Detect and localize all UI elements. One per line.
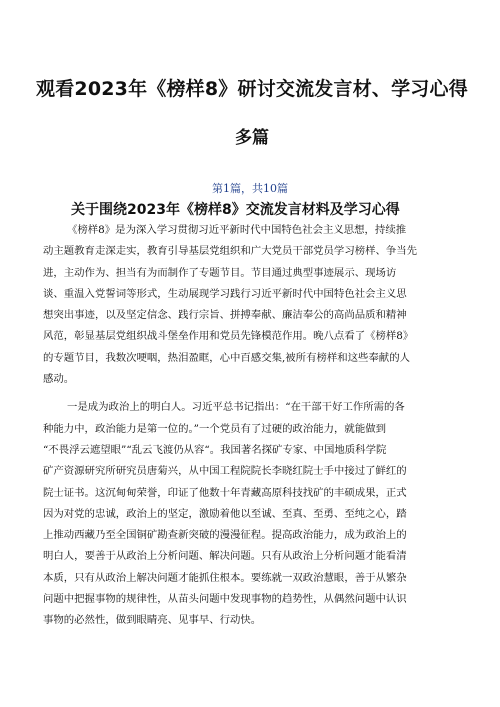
text-line: “不畏浮云遮望眼”“乱云飞渡仍从容“。我国著名探矿专家、中国地质科学院 bbox=[43, 443, 387, 456]
text-line: 一是成为政治上的明白人。习近平总书记指出：“在干部干好工作所需的各 bbox=[67, 401, 405, 414]
text-line: 想突出事迹，以及坚定信念、践行宗旨、拼搏奉献、廉洁奉公的高尚品质和精神 bbox=[43, 309, 407, 322]
article-body bbox=[43, 220, 463, 632]
text-line: 的专题节目，我数次哽咽，热泪盈眶，心中百感交集,被所有榜样和这些奉献的人 bbox=[43, 351, 410, 364]
text-line: 院士证书。这沉甸甸荣誉，印证了他数十年青藏高原科技找矿的丰硕成果，正式 bbox=[43, 486, 407, 499]
text-line: 谈、重温入党誓词等形式，生动展现学习践行习近平新时代中国特色社会主义思 bbox=[43, 287, 407, 300]
text-line: 明白人，要善于从政治上分析问题、解决问题。只有从政治上分析问题才能看清 bbox=[43, 550, 407, 563]
text-line: 上推动西藏乃至全国铜矿勘查新突破的漫漫征程。提高政治能力，成为政治上的 bbox=[43, 529, 407, 542]
text-line: 《榜样8》是为深入学习贯彻习近平新时代中国特色社会主义思想，持续推 bbox=[67, 224, 407, 236]
text-line: 因为对党的忠诚，政治上的坚定，激励着他以至诚、至真、至勇、至纯之心，踏 bbox=[43, 507, 407, 520]
text-line: 进，主动作为、担当有为而制作了专题节目。节目通过典型事迹展示、现场访 bbox=[43, 266, 397, 279]
article-subtitle: 关于围绕2023年《榜样8》交流发言材料及学习心得 bbox=[71, 202, 400, 218]
text-line: 种能力中，政治能力是第一位的。”一个党员有了过硬的政治能力，就能做到 bbox=[43, 422, 386, 435]
text-line: 问题中把握事物的规律性，从苗头问题中发现事物的趋势性，从偶然问题中认识 bbox=[43, 593, 407, 606]
document-title-continued: 多篇 bbox=[235, 128, 269, 148]
document-title: 观看2023年《榜样8》研讨交流发言材、学习心得 bbox=[36, 78, 468, 100]
text-line: 事物的必然性，做到眼睛亮、见事早、行动快。 bbox=[43, 614, 262, 627]
text-line: 矿产资源研究所研究员唐菊兴，从中国工程院院长李晓红院士手中接过了鲜红的 bbox=[43, 465, 407, 478]
text-line: 动主题教育走深走实，教育引导基层党组织和广大党员干部党员学习榜样、争当先 bbox=[43, 245, 418, 258]
text-line: 本质，只有从政治上解决问题才能抓住根本。要练就一双政治慧眼，善于从繁杂 bbox=[43, 571, 407, 584]
page-indicator: 第1篇，共10篇 bbox=[212, 182, 288, 195]
text-line: 感动。 bbox=[43, 373, 75, 386]
paragraph-2 bbox=[43, 397, 463, 631]
text-line: 风范，彰显基层党组织战斗堡垒作用和党员先锋模范作用。晚八点看了《榜样8》 bbox=[43, 330, 414, 343]
paragraph-1 bbox=[43, 220, 463, 390]
